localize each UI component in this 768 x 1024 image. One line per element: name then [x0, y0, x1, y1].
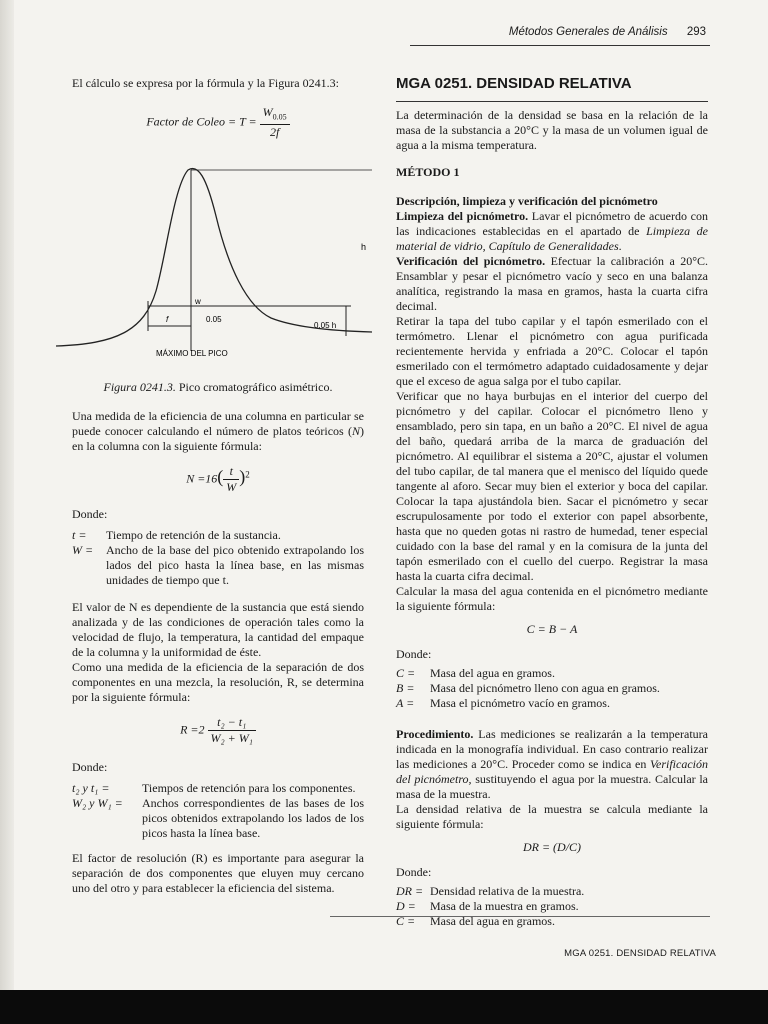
page-footer: MGA 0251. DENSIDAD RELATIVA: [564, 948, 716, 959]
right-donde-2: Donde:: [396, 865, 432, 879]
defs-list-1: [72, 528, 364, 588]
tailing-formula-lhs: Factor de Coleo = T =: [146, 114, 260, 129]
limpieza-end: .: [618, 239, 622, 253]
proc-text: Las mediciones se realizarán a la temperatura indicada en la monografía individual. En caso contrario realizar las mediciones a 20°C. Proceder como se indica en: [396, 727, 708, 771]
def-key: C =: [396, 666, 416, 680]
left-column-lower: [72, 376, 364, 896]
section-title: MGA 0251. DENSIDAD RELATIVA: [396, 75, 632, 92]
header-rule: [410, 45, 710, 46]
proc-head: Procedimiento.: [396, 727, 474, 741]
def-key: DR =: [396, 884, 424, 898]
subheading: Descripción, limpieza y verificación del picnómetro: [396, 194, 658, 208]
defs-list-2: [72, 781, 364, 841]
method-heading: MÉTODO 1: [396, 165, 460, 179]
r-formula-lhs: R =2: [180, 722, 205, 737]
def-item: [396, 666, 708, 681]
densidad-paragraph: La densidad relativa de la muestra se calcula mediante la siguiente fórmula:: [396, 802, 708, 831]
chromatogram-figure: [56, 156, 372, 366]
n-den: W: [226, 480, 237, 494]
def-key: W =: [72, 543, 94, 557]
verificar-paragraph: Verificar que no haya burbujas en el interior del cuerpo del picnómetro y del capilar. Colocar el picnómetro lleno y ensamblado, pero sin tapa, en un baño a 20°C. El nivel de agua del baño, quedará arriba de la marca de graduación del picnómetro. Al equilibrar el sistema a 20°C, ajustar el volumen del tubo capilar, de tal manera que el menisco del líquido quede tangente al aforo. Secar muy bien el exterior y boca del capilar. Colocar la tapa ajustándola bien. Sacar el picnómetro y secar escrupulosamente por todo el exterior con papel absorbente, hasta que no queden gotas ni rastro de humedad, tener especial cuidado con la base del ramal y en la comisura de la junta del tapón esmerilado con el cuello del cuerpo. Registrar la masa hasta la cuarta cifra decimal.: [396, 389, 708, 583]
def-key: t₂ y t₁ =: [72, 781, 110, 795]
section-rule: [396, 101, 708, 102]
n-num: t: [223, 464, 239, 480]
limpieza-ital: Limpieza de material de vidrio, Capítulo de Generalidades: [396, 224, 708, 253]
n-exp: 2: [245, 469, 250, 480]
tailing-fraction: [260, 105, 290, 140]
para-resolucion: Como una medida de la eficiencia de la separación de dos componentes en una mezcla, la resolución, R, se determina por la siguiente fórmula:: [72, 660, 364, 704]
right-defs-1: [396, 666, 708, 711]
n-formula: N =16( $\frac{t}{W}$ )$^2$: [186, 464, 250, 494]
calcular-paragraph: Calcular la masa del agua contenida en el picnómetro mediante la siguiente fórmula:: [396, 584, 708, 613]
label-005h: 0.05 h: [314, 321, 337, 330]
limpieza-text: Lavar el picnómetro de acuerdo con las indicaciones establecidas en el apartado de: [396, 209, 708, 238]
right-intro: La determinación de la densidad se basa en la relación de la masa de la substancia a 20°C y la masa de un volumen igual de agua a la misma temperatura.: [396, 108, 708, 152]
limpieza-head: Limpieza del picnómetro.: [396, 209, 529, 223]
n-formula-lhs: N =16: [186, 471, 218, 486]
def-item: [72, 543, 364, 588]
proc-end: sustituyendo el agua por la muestra. Calcular la masa de la muestra.: [396, 772, 708, 801]
def-key: t =: [72, 528, 87, 542]
donde-2: Donde:: [72, 760, 108, 774]
plates-paragraph: [72, 409, 364, 454]
label-w: w: [195, 297, 201, 306]
scan-bottom-bar: [0, 990, 768, 1024]
figure-caption-text: Pico cromatográfico asimétrico.: [175, 380, 333, 394]
left-intro: El cálculo se expresa por la fórmula y la Figura 0241.3:: [72, 76, 339, 90]
figure-caption: [72, 380, 364, 395]
left-column: [72, 76, 364, 140]
plates-text-b: ) en la columna con la siguiente fórmula:: [72, 424, 364, 453]
def-value: Tiempos de retención para los componentes.: [142, 781, 356, 795]
def-value: Masa el picnómetro vacío en gramos.: [430, 696, 610, 710]
def-item: [396, 899, 708, 914]
def-item: [72, 781, 364, 796]
def-value: Masa de la muestra en gramos.: [430, 899, 579, 913]
dr-formula: DR = (D/C): [522, 840, 582, 854]
def-value: Densidad relativa de la muestra.: [430, 884, 585, 898]
donde-1: Donde:: [72, 507, 108, 521]
def-key: W₂ y W₁ =: [72, 796, 123, 810]
verif-text: Efectuar la calibración a 20°C. Ensamblar y pesar el picnómetro vacío y seco en una balanza analítica, registrando la masa en gramos, hasta la cuarta cifra decimal.: [396, 254, 708, 313]
def-item: [72, 528, 364, 543]
plates-n: N: [351, 424, 360, 438]
limpieza-paragraph: [396, 209, 708, 254]
plates-text-a: Una medida de la eficiencia de una columna en particular se puede conocer calculando el número de platos teóricos (: [72, 409, 364, 438]
def-value: Ancho de la base del pico obtenido extrapolando los lados del pico hasta la línea base, en las mismas unidades de tiempo que t.: [106, 543, 364, 587]
procedimiento-paragraph: [396, 727, 708, 802]
figure-caption-num: Figura 0241.3.: [103, 380, 176, 394]
def-item: [396, 681, 708, 696]
def-key: A =: [396, 696, 415, 710]
r-num: t₂ − t₁: [208, 715, 256, 731]
para-factor-resolucion: El factor de resolución (R) es importante para asegurar la separación de dos componentes que eluyen muy cercano uno del otro y para establecer la eficiencia del sistema.: [72, 851, 364, 895]
def-key: D =: [396, 899, 416, 913]
def-item: [72, 796, 364, 841]
tailing-num: W: [262, 105, 273, 119]
label-max: MÁXIMO DEL PICO: [156, 349, 228, 358]
header-title: Métodos Generales de Análisis: [508, 26, 668, 38]
def-item: [396, 884, 708, 899]
right-donde-1: Donde:: [396, 647, 432, 661]
tailing-num-sub: 0.05: [272, 112, 287, 122]
def-value: Tiempo de retención de la sustancia.: [106, 528, 281, 542]
def-key: B =: [396, 681, 415, 695]
r-den: W₂ + W₁: [210, 731, 253, 745]
c-formula: C = B − A: [526, 622, 578, 636]
def-value: Masa del picnómetro lleno con agua en gramos.: [430, 681, 660, 695]
page-edge: [0, 0, 14, 990]
retirar-paragraph: Retirar la tapa del tubo capilar y el tapón esmerilado con el termómetro. Llenar el picnómetro con agua purificada recientemente hervida y enfriada a 20°C. Colocar el tapón esmerilado con el termómetro adaptado cuidadosamente y dejar que el exceso de agua salga por el tubo capilar.: [396, 314, 708, 388]
tailing-den: 2f: [269, 125, 280, 140]
proc-ital: Verificación del picnómetro,: [396, 757, 708, 786]
def-value: Masa del agua en gramos.: [430, 914, 555, 928]
page-header: [400, 26, 706, 38]
verif-head: Verificación del picnómetro.: [396, 254, 546, 268]
footer-rule: [330, 916, 710, 917]
def-item: [396, 696, 708, 711]
tailing-formula: [72, 105, 364, 140]
para-n-dependiente: El valor de N es dependiente de la sustancia que está siendo analizada y de las condiciones de operación tales como la velocidad de flujo, la temperatura, la cantidad del empaque de la columna y la uniformidad de éste.: [72, 600, 364, 659]
chromatogram-svg: [56, 156, 372, 366]
page-number: 293: [686, 26, 706, 38]
verificacion-paragraph: [396, 254, 708, 314]
label-005: 0.05: [206, 315, 222, 324]
right-defs-2: [396, 884, 708, 929]
label-h: h: [361, 242, 367, 252]
r-formula: [72, 715, 364, 746]
label-f: f: [166, 315, 169, 324]
def-value: Anchos correspondientes de las bases de los picos obtenidos extrapolando los lados de los picos hasta la línea base.: [142, 796, 364, 840]
right-column: [396, 76, 708, 929]
def-value: Masa del agua en gramos.: [430, 666, 555, 680]
def-key: C =: [396, 914, 416, 928]
